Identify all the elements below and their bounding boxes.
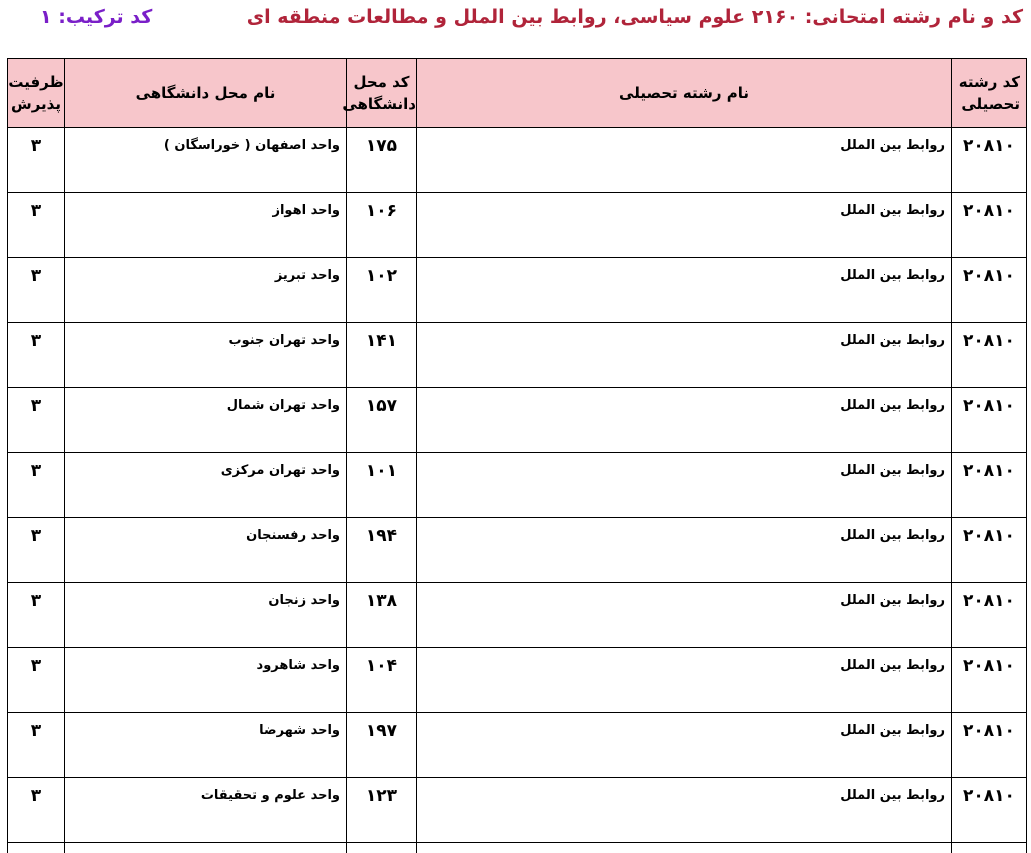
- university-name-cell: واحد اصفهان ( خوراسگان ): [65, 128, 347, 193]
- major-name-cell: روابط بین الملل: [417, 388, 952, 453]
- empty-cell: [65, 843, 347, 853]
- major-name-cell: روابط بین الملل: [417, 258, 952, 323]
- university-name-cell: واحد تهران جنوب: [65, 323, 347, 388]
- admissions-table: [7, 58, 1027, 853]
- major-code-cell: ۲۰۸۱۰: [952, 128, 1027, 193]
- capacity-cell: ۳: [8, 128, 65, 193]
- major-code-cell: ۲۰۸۱۰: [952, 323, 1027, 388]
- major-name-cell: روابط بین الملل: [417, 128, 952, 193]
- location-code-cell: ۱۲۳: [347, 778, 417, 843]
- page-header: [0, 0, 1031, 46]
- major-code-cell: ۲۰۸۱۰: [952, 258, 1027, 323]
- capacity-cell: ۳: [8, 323, 65, 388]
- capacity-cell: ۳: [8, 388, 65, 453]
- header-university-name: نام محل دانشگاهی: [65, 59, 347, 128]
- major-name-cell: روابط بین الملل: [417, 323, 952, 388]
- table-row: [8, 713, 1027, 778]
- major-name-cell: روابط بین الملل: [417, 778, 952, 843]
- major-name-cell: روابط بین الملل: [417, 713, 952, 778]
- combination-code: کد ترکیب: ۱: [40, 6, 152, 28]
- location-code-cell: ۱۰۶: [347, 193, 417, 258]
- major-code-cell: ۲۰۸۱۰: [952, 453, 1027, 518]
- capacity-cell: ۳: [8, 193, 65, 258]
- capacity-cell: ۳: [8, 453, 65, 518]
- location-code-cell: ۱۳۸: [347, 583, 417, 648]
- major-code-cell: ۲۰۸۱۰: [952, 583, 1027, 648]
- major-code-cell: ۲۰۸۱۰: [952, 713, 1027, 778]
- university-name-cell: واحد شهرضا: [65, 713, 347, 778]
- capacity-cell: ۳: [8, 583, 65, 648]
- table-row: [8, 648, 1027, 713]
- table-row: [8, 193, 1027, 258]
- table-row-partial: [8, 843, 1027, 853]
- location-code-cell: ۱۹۴: [347, 518, 417, 583]
- major-code-cell: ۲۰۸۱۰: [952, 518, 1027, 583]
- university-name-cell: واحد تهران مرکزی: [65, 453, 347, 518]
- table-row: [8, 518, 1027, 583]
- university-name-cell: واحد اهواز: [65, 193, 347, 258]
- major-name-cell: روابط بین الملل: [417, 193, 952, 258]
- header-major-name: نام رشته تحصیلی: [417, 59, 952, 128]
- major-name-cell: روابط بین الملل: [417, 583, 952, 648]
- header-major-code: کد رشته تحصیلی: [952, 59, 1027, 128]
- university-name-cell: واحد تبریز: [65, 258, 347, 323]
- table-row: [8, 388, 1027, 453]
- major-name-cell: روابط بین الملل: [417, 518, 952, 583]
- major-code-cell: ۲۰۸۱۰: [952, 193, 1027, 258]
- capacity-cell: ۳: [8, 648, 65, 713]
- university-name-cell: واحد تهران شمال: [65, 388, 347, 453]
- capacity-cell: ۳: [8, 258, 65, 323]
- major-name-cell: روابط بین الملل: [417, 648, 952, 713]
- table-row: [8, 583, 1027, 648]
- capacity-cell: ۳: [8, 778, 65, 843]
- header-capacity: ظرفیت پذیرش: [8, 59, 65, 128]
- empty-cell: [417, 843, 952, 853]
- location-code-cell: ۱۰۴: [347, 648, 417, 713]
- empty-cell: [8, 843, 65, 853]
- table-row: [8, 778, 1027, 843]
- location-code-cell: ۱۰۱: [347, 453, 417, 518]
- major-code-cell: ۲۰۸۱۰: [952, 648, 1027, 713]
- capacity-cell: ۳: [8, 518, 65, 583]
- table-row: [8, 453, 1027, 518]
- university-name-cell: واحد رفسنجان: [65, 518, 347, 583]
- location-code-cell: ۱۴۱: [347, 323, 417, 388]
- table-row: [8, 258, 1027, 323]
- location-code-cell: ۱۷۵: [347, 128, 417, 193]
- location-code-cell: ۱۵۷: [347, 388, 417, 453]
- empty-cell: [347, 843, 417, 853]
- table-row: [8, 128, 1027, 193]
- location-code-cell: ۱۹۷: [347, 713, 417, 778]
- table-header-row: [8, 59, 1027, 128]
- location-code-cell: ۱۰۲: [347, 258, 417, 323]
- header-location-code: کد محل دانشگاهی: [347, 59, 417, 128]
- major-name-cell: روابط بین الملل: [417, 453, 952, 518]
- university-name-cell: واحد شاهرود: [65, 648, 347, 713]
- empty-cell: [952, 843, 1027, 853]
- university-name-cell: واحد زنجان: [65, 583, 347, 648]
- major-code-cell: ۲۰۸۱۰: [952, 388, 1027, 453]
- university-name-cell: واحد علوم و تحقیقات: [65, 778, 347, 843]
- exam-title: کد و نام رشته امتحانی: ۲۱۶۰ علوم سیاسی، روابط بین الملل و مطالعات منطقه ای: [247, 6, 1023, 28]
- capacity-cell: ۳: [8, 713, 65, 778]
- table-row: [8, 323, 1027, 388]
- major-code-cell: ۲۰۸۱۰: [952, 778, 1027, 843]
